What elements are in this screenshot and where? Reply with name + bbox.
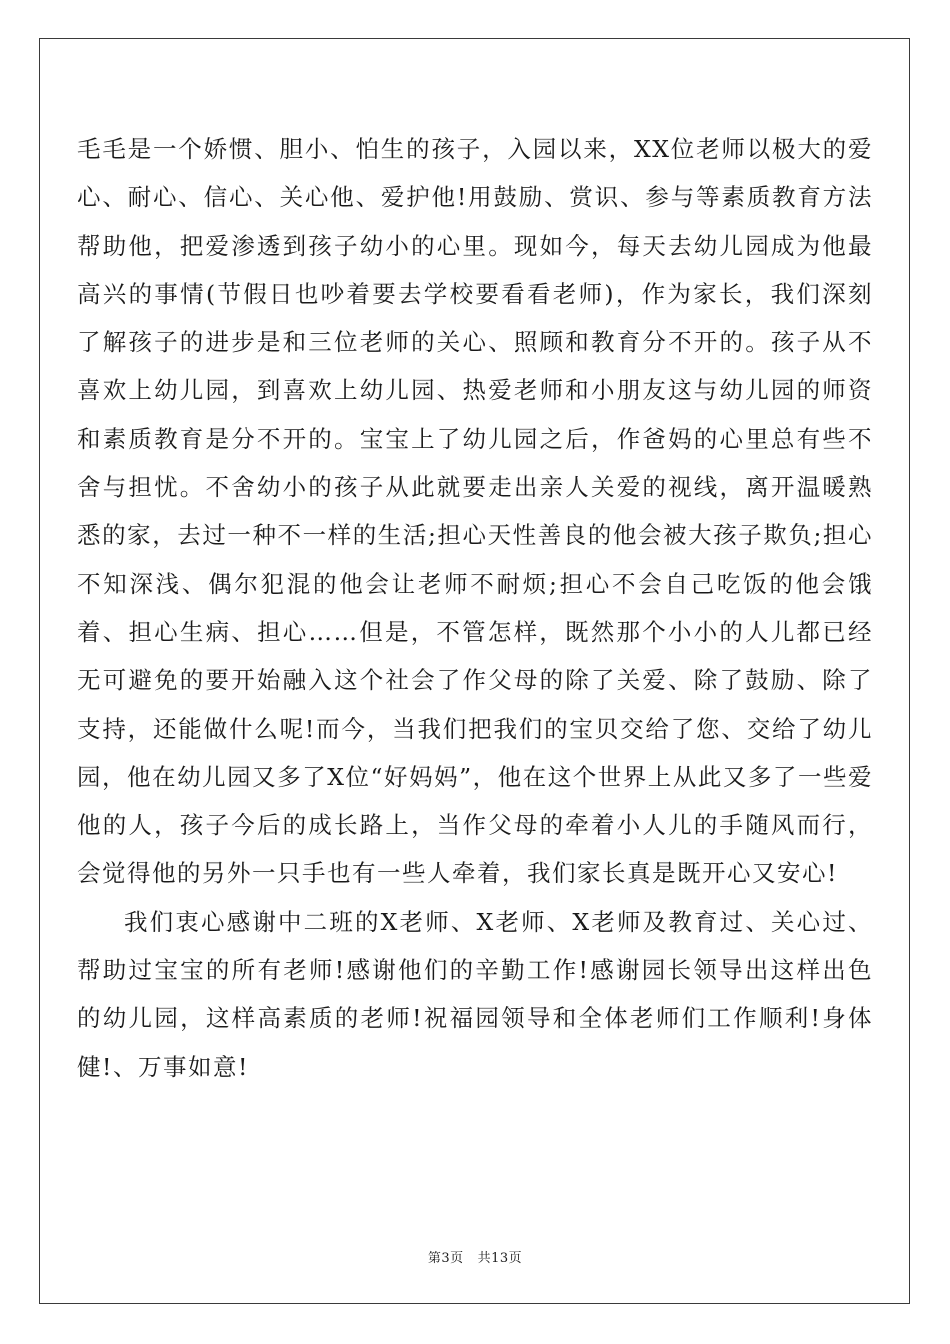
body-paragraph-2: 我们衷心感谢中二班的X老师、X老师、X老师及教育过、关心过、帮助过宝宝的所有老师!感谢他们的辛勤工作!感谢园长领导出这样出色的幼儿园，这样高素质的老师!祝福园领导和全体老师们工作顺利!身体健!、万事如意! [77, 907, 873, 1081]
page-total: 共13页 [477, 1251, 523, 1266]
body-paragraph-1: 毛毛是一个娇惯、胆小、怕生的孩子，入园以来，XX位老师以极大的爱心、耐心、信心、关心他、爱护他!用鼓励、赏识、参与等素质教育方法帮助他，把爱渗透到孩子幼小的心里。现如今，每天去幼儿园成为他最高兴的事情(节假日也吵着要去学校要看看老师)，作为家长，我们深刻了解孩子的进步是和三位老师的关心、照顾和教育分不开的。孩子从不喜欢上幼儿园，到喜欢上幼儿园、热爱老师和小朋友这与幼儿园的师资和素质教育是分不开的。宝宝上了幼儿园之后，作爸妈的心里总有些不舍与担忧。不舍幼小的孩子从此就要走出亲人关爱的视线，离开温暖熟悉的家，去过一种不一样的生活;担心天性善良的他会被大孩子欺负;担心不知深浅、偶尔犯混的他会让老师不耐烦;担心不会自己吃饭的他会饿着、担心生病、担心……但是，不管怎样，既然那个小小的人儿都已经无可避免的要开始融入这个社会了作父母的除了关爱、除了鼓励、除了支持，还能做什么呢!而今，当我们把我们的宝贝交给了您、交给了幼儿园，他在幼儿园又多了X位“好妈妈”，他在这个世界上从此又多了一些爱他的人，孩子今后的成长路上，当作父母的牵着小人儿的手随风而行，会觉得他的另外一只手也有一些人牵着，我们家长真是既开心又安心! [77, 135, 873, 888]
page-footer [0, 1247, 950, 1266]
page-number: 第3页 [427, 1251, 464, 1266]
document-body [77, 125, 873, 1091]
